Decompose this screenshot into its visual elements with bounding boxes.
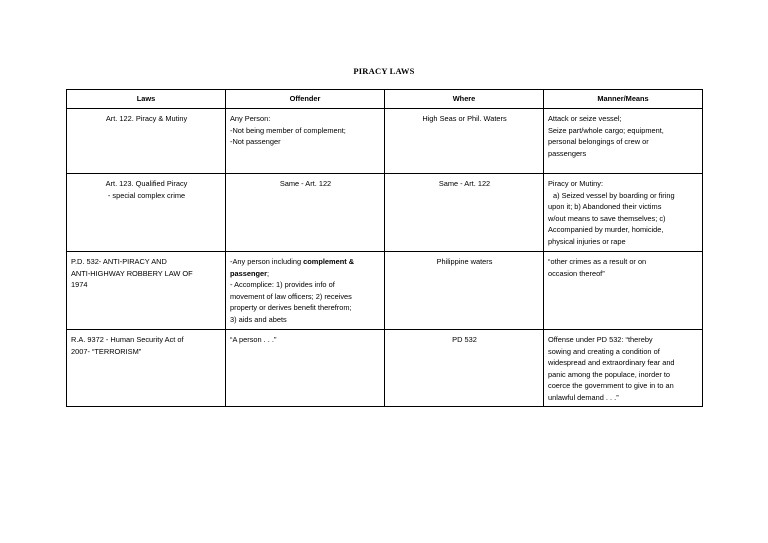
offender-text: ; [266, 268, 270, 278]
cell-text: Same - Art. 122 [438, 179, 491, 188]
cell-text: Offense under PD 532: “thereby [548, 335, 653, 344]
cell-text: “other crimes as a result or on [548, 257, 647, 266]
header-manner-means: Manner/Means [544, 90, 703, 109]
cell-text: 1974 [71, 280, 88, 290]
cell-text: Philippine waters [436, 257, 493, 266]
cell-text: PD 532 [452, 335, 477, 344]
cell-text: property or derives benefit therefrom; [230, 303, 352, 313]
cell-text: Art. 123. Qualified Piracy [105, 179, 188, 188]
piracy-laws-table [66, 89, 703, 407]
header-offender: Offender [226, 90, 385, 109]
cell-text: “A person . . .” [230, 335, 277, 344]
table-row [67, 174, 703, 252]
cell-where [385, 174, 544, 252]
cell-text: w/out means to save themselves; c) [548, 213, 666, 223]
cell-text: Art. 122. Piracy & Mutiny [105, 114, 188, 123]
cell-text: 2007- “TERRORISM” [71, 346, 142, 356]
cell-text: High Seas or Phil. Waters [422, 114, 507, 123]
offender-bold-text: passenger [230, 268, 267, 278]
cell-law [67, 109, 226, 174]
cell-text: - special complex crime [107, 190, 186, 200]
cell-text: R.A. 9372 - Human Security Act of [71, 335, 184, 344]
cell-text: Any Person: [230, 114, 271, 123]
offender-text: -Any person including [230, 257, 304, 266]
cell-where [385, 109, 544, 174]
cell-text [230, 268, 381, 280]
cell-text: unlawful demand . . .” [548, 392, 619, 402]
cell-text: widespread and extraordinary fear and [548, 358, 675, 368]
cell-offender [226, 174, 385, 252]
cell-text: 3) aids and abets [230, 314, 287, 324]
cell-text: ANTI-HIGHWAY ROBBERY LAW OF [71, 268, 193, 278]
cell-text: -Not passenger [230, 137, 281, 147]
cell-manner [544, 330, 703, 407]
cell-offender [226, 330, 385, 407]
cell-where [385, 252, 544, 330]
cell-manner [544, 174, 703, 252]
offender-bold-text: complement & [303, 257, 355, 266]
cell-text: Same - Art. 122 [279, 179, 332, 188]
cell-where [385, 330, 544, 407]
cell-law [67, 174, 226, 252]
cell-text: Attack or seize vessel; [548, 114, 622, 123]
cell-text: P.D. 532- ANTI-PIRACY AND [71, 257, 167, 266]
document-title: PIRACY LAWS [353, 66, 415, 76]
cell-text [230, 256, 381, 268]
cell-text: - Accomplice: 1) provides info of [230, 280, 335, 290]
cell-offender [226, 252, 385, 330]
cell-text: occasion thereof” [548, 268, 605, 278]
cell-text: a) Seized vessel by boarding or firing [553, 190, 675, 200]
cell-text: -Not being member of complement; [230, 125, 346, 135]
cell-text: upon it; b) Abandoned their victims [548, 202, 662, 212]
table-row [67, 330, 703, 407]
cell-text: Seize part/whole cargo; equipment, [548, 125, 664, 135]
cell-text: movement of law officers; 2) receives [230, 291, 352, 301]
table-row [67, 109, 703, 174]
cell-text: Accompanied by murder, homicide, [548, 225, 664, 235]
table-row [67, 252, 703, 330]
cell-law [67, 330, 226, 407]
table-header-row [67, 90, 703, 109]
cell-text: panic among the populace, inorder to [548, 369, 671, 379]
cell-text: sowing and creating a condition of [548, 346, 660, 356]
header-where: Where [385, 90, 544, 109]
cell-text: Piracy or Mutiny: [548, 179, 604, 188]
cell-text: coerce the government to give in to an [548, 381, 674, 391]
cell-text: physical injuries or rape [548, 236, 626, 246]
cell-offender [226, 109, 385, 174]
header-laws: Laws [67, 90, 226, 109]
cell-text: personal belongings of crew or [548, 137, 649, 147]
cell-text: passengers [548, 148, 587, 158]
cell-manner [544, 252, 703, 330]
cell-manner [544, 109, 703, 174]
cell-law [67, 252, 226, 330]
